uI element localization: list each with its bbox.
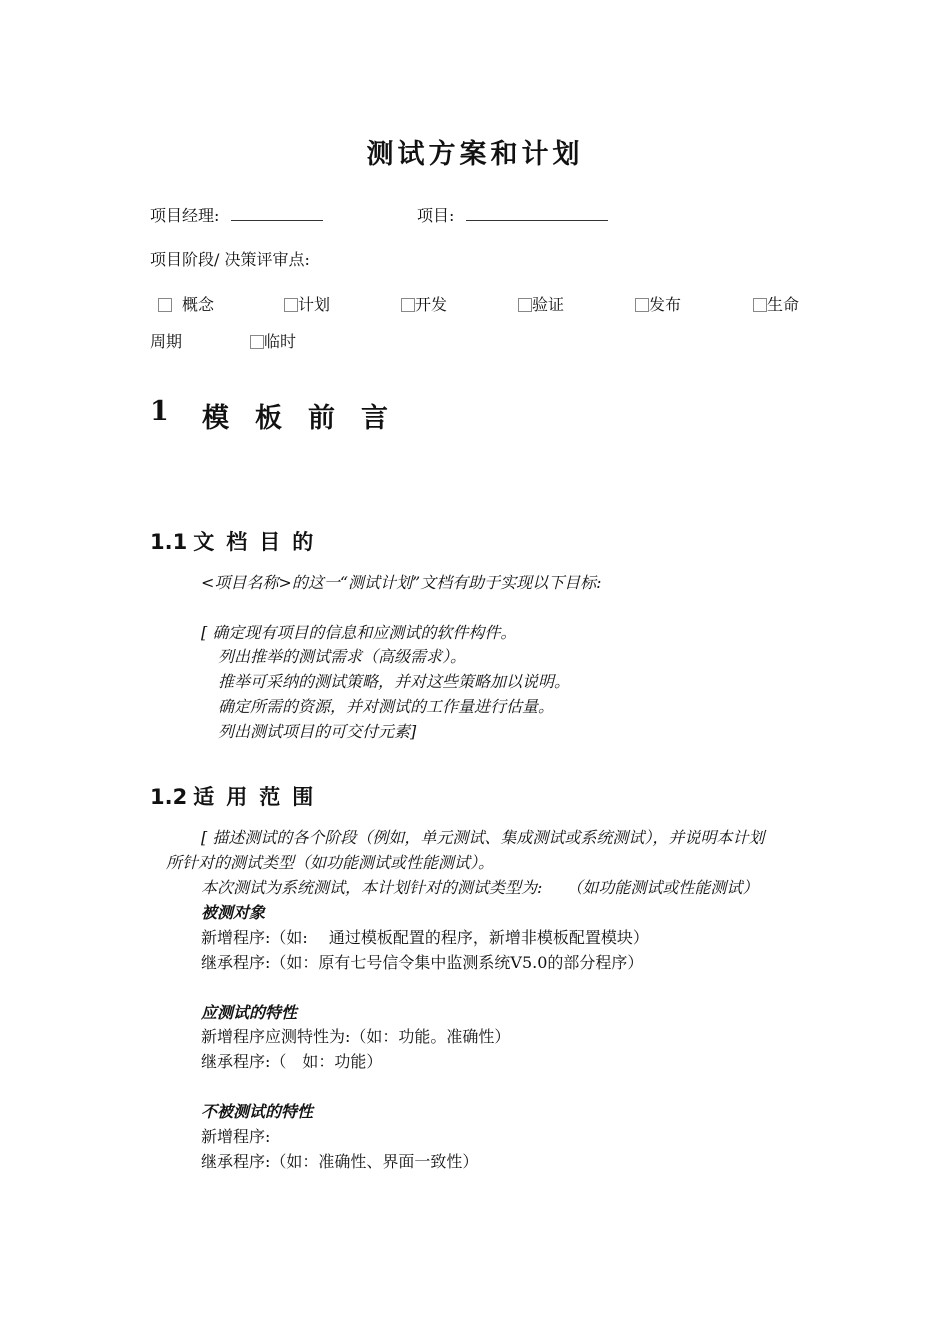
features-not-tested-title: 不被测试的特性 — [201, 1102, 314, 1121]
features-to-test-title: 应测试的特性 — [201, 1003, 298, 1022]
phase-option-label: 发布 — [649, 295, 682, 314]
phase-option-verify[interactable] — [518, 292, 564, 315]
feature-item: 继承程序:（ 如：功能） — [201, 1052, 383, 1071]
test-object-item: 新增程序:（如: 通过模板配置的程序，新增非模板配置模块） — [201, 928, 649, 947]
feature-item: 新增程序应测特性为:（如：功能。准确性） — [201, 1027, 511, 1046]
section-title: 文档目的 — [193, 529, 326, 554]
project-manager-label: 项目经理: — [150, 206, 220, 225]
scope-description: [ 描述测试的各个阶段（例如，单元测试、集成测试或系统测试），并说明本计划 — [201, 828, 765, 847]
not-tested-item: 继承程序:（如：准确性、界面一致性） — [201, 1152, 479, 1171]
document-title: 测试方案和计划 — [366, 139, 584, 170]
doc-purpose-item: 列出推举的测试需求（高级需求）。 — [218, 647, 467, 666]
phase-option-label: 开发 — [415, 295, 448, 314]
test-object-item: 继承程序:（如：原有七号信令集中监测系统V5.0的部分程序） — [201, 953, 644, 972]
project-field — [417, 203, 608, 226]
phase-option-lifecycle[interactable] — [753, 292, 799, 315]
project-manager-blank[interactable] — [231, 206, 323, 221]
project-blank[interactable] — [466, 206, 608, 221]
section-number: 1.2 — [150, 785, 188, 809]
section-title: 适用范围 — [193, 784, 326, 809]
doc-purpose-intro: <项目名称>的这一“测试计划”文档有助于实现以下目标: — [201, 573, 602, 592]
checkbox[interactable] — [158, 298, 172, 312]
phase-option-release[interactable] — [635, 292, 681, 315]
section-1-heading — [150, 396, 450, 432]
test-objects-title: 被测对象 — [201, 903, 266, 922]
phase-label: 项目阶段/ 决策评审点: — [150, 250, 310, 269]
project-manager-field — [150, 203, 323, 226]
scope-description: 本次测试为系统测试，本计划针对的测试类型为: （如功能测试或性能测试） — [201, 878, 759, 897]
checkbox[interactable] — [753, 298, 767, 312]
scope-description: 所针对的测试类型（如功能测试或性能测试）。 — [166, 853, 495, 872]
phase-option-label: 临时 — [264, 332, 297, 351]
section-title: 模板前言 — [202, 403, 414, 434]
phase-option-label: 概念 — [182, 295, 215, 314]
phase-option-lifecycle-wrap: 周期 — [150, 332, 183, 351]
not-tested-item: 新增程序: — [201, 1127, 271, 1146]
doc-purpose-item: 列出测试项目的可交付元素] — [218, 722, 417, 741]
section-number: 1 — [150, 396, 169, 427]
project-label: 项目: — [417, 206, 455, 225]
checkbox[interactable] — [635, 298, 649, 312]
section-1-1-heading — [150, 526, 325, 556]
checkbox[interactable] — [518, 298, 532, 312]
section-number: 1.1 — [150, 530, 188, 554]
doc-purpose-item: [ 确定现有项目的信息和应测试的软件构件。 — [201, 623, 517, 642]
phase-option-label: 验证 — [532, 295, 565, 314]
phase-option-label: 生命 — [767, 295, 800, 314]
checkbox[interactable] — [250, 335, 264, 349]
phase-option-plan[interactable] — [284, 292, 330, 315]
phase-option-concept[interactable] — [158, 292, 214, 315]
phase-option-label: 计划 — [298, 295, 331, 314]
phase-option-develop[interactable] — [401, 292, 447, 315]
checkbox[interactable] — [284, 298, 298, 312]
phase-option-temporary[interactable] — [250, 329, 296, 352]
checkbox[interactable] — [401, 298, 415, 312]
section-1-2-heading — [150, 781, 325, 811]
doc-purpose-item: 确定所需的资源，并对测试的工作量进行估量。 — [218, 697, 555, 716]
doc-purpose-item: 推举可采纳的测试策略，并对这些策略加以说明。 — [218, 672, 571, 691]
